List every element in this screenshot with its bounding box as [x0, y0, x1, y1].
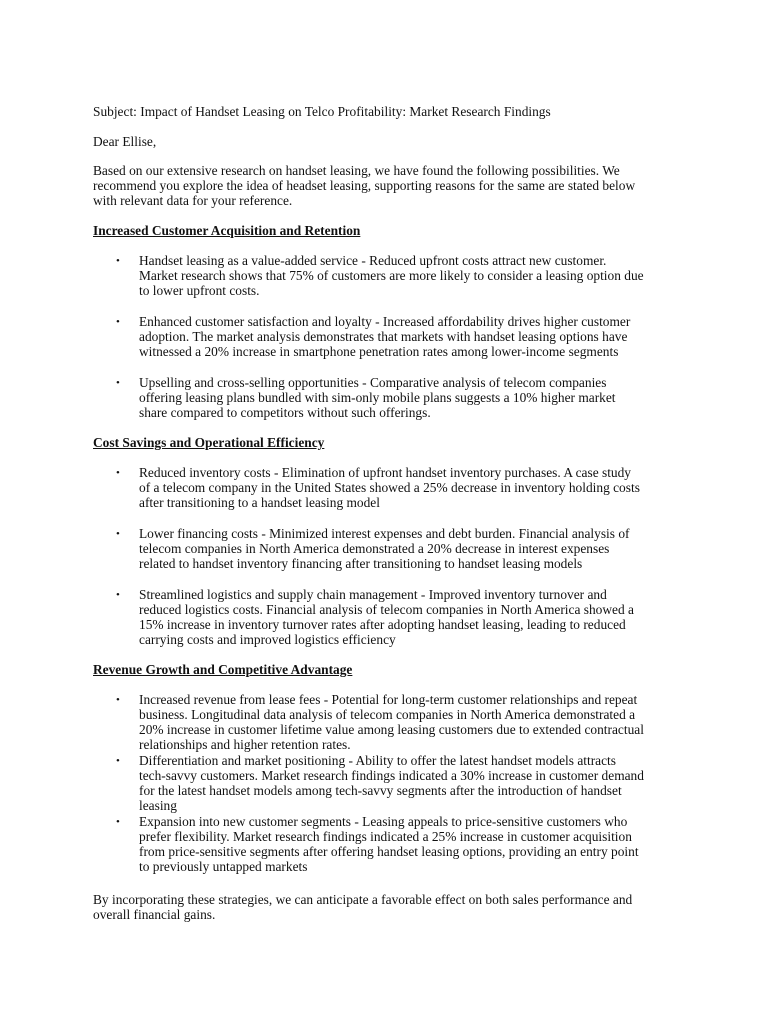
- list-item-line: Handset leasing as a value-added service - Reduced upfront costs attract new customer.: [139, 253, 607, 268]
- list-item-line: Increased revenue from lease fees - Potential for long-term customer relationships and repeat: [139, 692, 638, 707]
- intro-line: with relevant data for your reference.: [93, 193, 293, 208]
- list-item-line: Lower financing costs - Minimized interest expenses and debt burden. Financial analysis of: [139, 526, 630, 541]
- list-item-line: share compared to competitors without such offerings.: [139, 405, 431, 420]
- bullet-icon: •: [116, 589, 120, 601]
- list-item-line: tech-savvy customers. Market research findings indicated a 30% increase in customer demand: [139, 768, 644, 783]
- list-item-line: to lower upfront costs.: [139, 283, 260, 298]
- section-heading: Increased Customer Acquisition and Retention: [93, 223, 361, 238]
- list-item-line: Expansion into new customer segments - Leasing appeals to price-sensitive customers who: [139, 814, 628, 829]
- bullet-icon: •: [116, 377, 120, 389]
- intro-line: recommend you explore the idea of headset leasing, supporting reasons for the same are stated below: [93, 178, 636, 193]
- list-item-line: 20% increase in customer lifetime value among leasing customers due to extended contractual: [139, 722, 644, 737]
- list-item-line: Streamlined logistics and supply chain management - Improved inventory turnover and: [139, 587, 607, 602]
- list-item-line: telecom companies in North America demonstrated a 20% decrease in interest expenses: [139, 541, 610, 556]
- section-heading: Revenue Growth and Competitive Advantage: [93, 662, 353, 677]
- intro-line: Based on our extensive research on handset leasing, we have found the following possibilities. We: [93, 163, 620, 178]
- list-item-line: from price-sensitive segments after offering handset leasing options, providing an entry point: [139, 844, 639, 859]
- list-item-line: Upselling and cross-selling opportunities - Comparative analysis of telecom companies: [139, 375, 607, 390]
- list-item-line: relationships and higher retention rates.: [139, 737, 351, 752]
- bullet-icon: •: [116, 255, 120, 267]
- bullet-icon: •: [116, 528, 120, 540]
- closing-line: By incorporating these strategies, we can anticipate a favorable effect on both sales performance and: [93, 892, 633, 907]
- list-item-line: prefer flexibility. Market research findings indicated a 25% increase in customer acquisition: [139, 829, 632, 844]
- subject-line: Subject: Impact of Handset Leasing on Telco Profitability: Market Research Findings: [93, 104, 551, 119]
- list-item-line: related to handset inventory financing after transitioning to handset leasing models: [139, 556, 583, 571]
- section-heading: Cost Savings and Operational Efficiency: [93, 435, 325, 450]
- closing-line: overall financial gains.: [93, 907, 216, 922]
- list-item-line: for the latest handset models among tech-savvy segments after the introduction of handset: [139, 783, 622, 798]
- list-item-line: of a telecom company in the United States showed a 25% decrease in inventory holding costs: [139, 480, 640, 495]
- list-item-line: witnessed a 20% increase in smartphone penetration rates among lower-income segments: [139, 344, 619, 359]
- list-item-line: business. Longitudinal data analysis of telecom companies in North America demonstrated a: [139, 707, 636, 722]
- list-item-line: carrying costs and improved logistics efficiency: [139, 632, 396, 647]
- list-item-line: Enhanced customer satisfaction and loyalty - Increased affordability drives higher customer: [139, 314, 631, 329]
- bullet-icon: •: [116, 316, 120, 328]
- list-item-line: leasing: [139, 798, 177, 813]
- list-item-line: Market research shows that 75% of customers are more likely to consider a leasing option due: [139, 268, 644, 283]
- list-item-line: after transitioning to a handset leasing model: [139, 495, 380, 510]
- list-item-line: offering leasing plans bundled with sim-only mobile plans suggests a 10% higher market: [139, 390, 616, 405]
- bullet-icon: •: [116, 694, 120, 706]
- list-item-line: Differentiation and market positioning - Ability to offer the latest handset models attracts: [139, 753, 616, 768]
- bullet-icon: •: [116, 467, 120, 479]
- list-item-line: to previously untapped markets: [139, 859, 308, 874]
- list-item-line: 15% increase in inventory turnover rates after adopting handset leasing, leading to reduced: [139, 617, 626, 632]
- bullet-icon: •: [116, 816, 120, 828]
- bullet-icon: •: [116, 755, 120, 767]
- list-item-line: Reduced inventory costs - Elimination of upfront handset inventory purchases. A case study: [139, 465, 632, 480]
- greeting: Dear Ellise,: [93, 134, 157, 149]
- list-item-line: reduced logistics costs. Financial analysis of telecom companies in North America showed a: [139, 602, 634, 617]
- list-item-line: adoption. The market analysis demonstrates that markets with handset leasing options have: [139, 329, 628, 344]
